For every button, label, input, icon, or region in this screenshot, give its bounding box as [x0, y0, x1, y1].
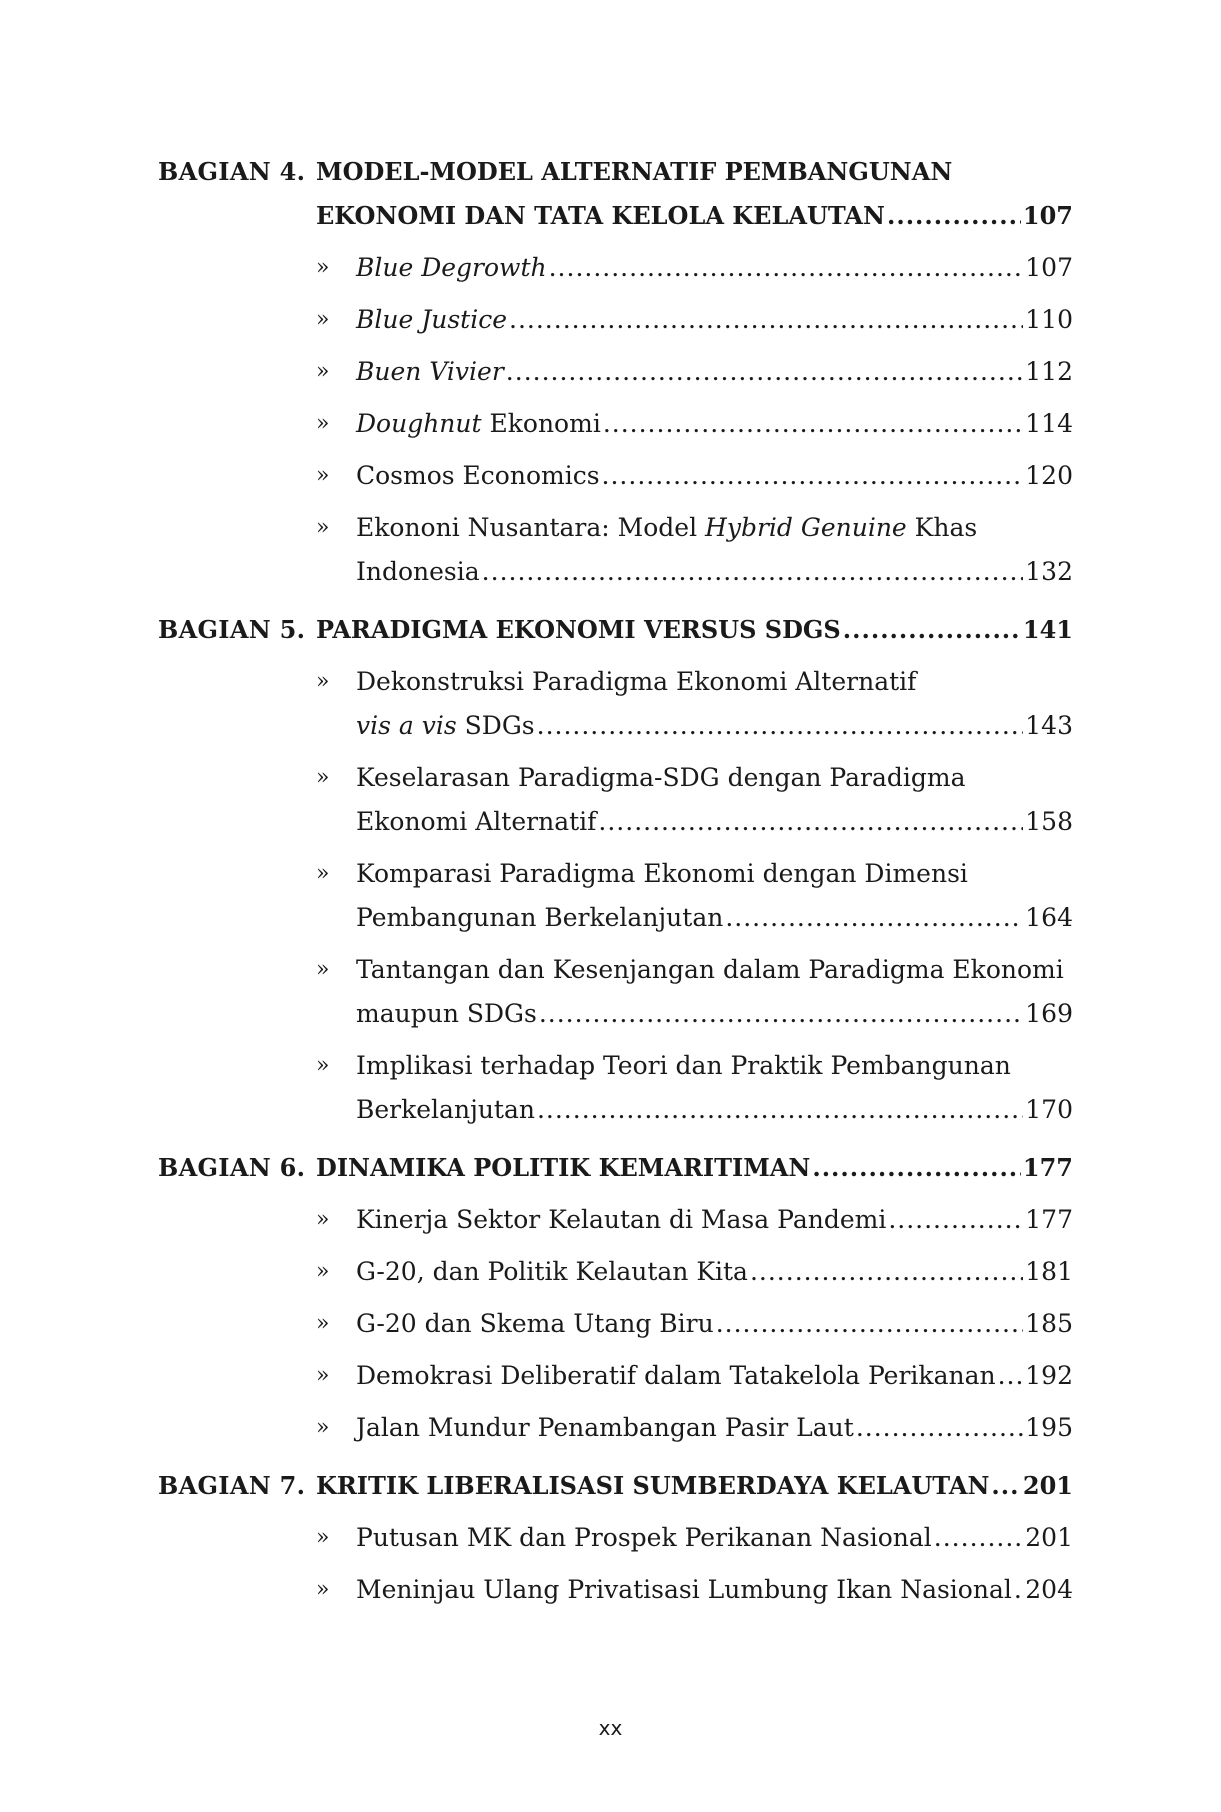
page-ref: 177: [1022, 1153, 1073, 1182]
leader-dots: [506, 350, 1023, 394]
page-number: xx: [598, 1716, 623, 1740]
leader-dots: [509, 298, 1023, 342]
part-title: PARADIGMA EKONOMI VERSUS SDGS: [316, 615, 841, 644]
entry-title: Indonesia: [356, 557, 480, 586]
page-ref: 141: [1022, 615, 1073, 644]
entry-title: Ekononi Nusantara: Model: [356, 513, 706, 542]
bullet: »: [316, 1577, 330, 1602]
leader-dots: [856, 1406, 1023, 1450]
page-ref: 114: [1025, 409, 1073, 438]
toc-entry[interactable]: [316, 298, 1073, 342]
part-4: [158, 150, 1073, 594]
page-ref: 112: [1025, 357, 1073, 386]
page-ref: 107: [1022, 201, 1073, 230]
entry-title: Dekonstruksi Paradigma Ekonomi Alternatif: [356, 667, 917, 696]
page-ref: 195: [1025, 1413, 1073, 1442]
part-label: BAGIAN 6.: [158, 1153, 306, 1182]
bullet: »: [316, 1311, 330, 1336]
page-ref: 132: [1025, 557, 1073, 586]
entry-title-italic: vis a vis: [356, 711, 457, 740]
leader-dots: [603, 402, 1023, 446]
entry-title: Khas: [906, 513, 978, 542]
bullet: »: [316, 957, 330, 982]
entry-title-italic: Doughnut: [356, 409, 482, 438]
leader-dots: [716, 1302, 1024, 1346]
entry-title: Kinerja Sektor Kelautan di Masa Pandemi: [356, 1205, 887, 1234]
part-body: [316, 608, 1073, 1132]
entry-title: Ekonomi Alternatif: [356, 807, 597, 836]
leader-dots: [887, 194, 1021, 238]
toc-entry[interactable]: [316, 852, 1073, 940]
entry-title: Meninjau Ulang Privatisasi Lumbung Ikan Nasional: [356, 1575, 1012, 1604]
entry-title: Pembangunan Berkelanjutan: [356, 903, 724, 932]
bullet: »: [316, 1053, 330, 1078]
page-ref: 201: [1022, 1471, 1073, 1500]
table-of-contents: [158, 150, 1073, 1612]
bullet: »: [316, 255, 330, 280]
page-ref: 177: [1025, 1205, 1073, 1234]
leader-dots: [725, 896, 1023, 940]
leader-dots: [934, 1516, 1024, 1560]
part-body: [316, 150, 1073, 594]
page-ref: 181: [1025, 1257, 1073, 1286]
bullet: »: [316, 515, 330, 540]
toc-entry[interactable]: [316, 506, 1073, 594]
entry-title: G-20, dan Politik Kelautan Kita: [356, 1257, 748, 1286]
toc-entry[interactable]: [316, 1406, 1073, 1450]
part-5: [158, 608, 1073, 1132]
page-ref: 120: [1025, 461, 1073, 490]
leader-dots: [537, 1088, 1023, 1132]
bullet: »: [316, 359, 330, 384]
bullet: »: [316, 1363, 330, 1388]
leader-dots: [549, 246, 1024, 290]
leader-dots: [991, 1464, 1020, 1508]
leader-dots: [843, 608, 1021, 652]
part-body: [316, 1146, 1073, 1450]
toc-entry[interactable]: [316, 402, 1073, 446]
entry-title: Demokrasi Deliberatif dalam Tatakelola Perikanan: [356, 1361, 996, 1390]
entry-title: Jalan Mundur Penambangan Pasir Laut: [356, 1413, 854, 1442]
entry-title: Keselarasan Paradigma-SDG dengan Paradigma: [356, 763, 966, 792]
bullet: »: [316, 861, 330, 886]
page-ref: 170: [1025, 1095, 1073, 1124]
entry-title: Berkelanjutan: [356, 1095, 535, 1124]
leader-dots: [1014, 1568, 1023, 1612]
bullet: »: [316, 411, 330, 436]
bullet: »: [316, 1259, 330, 1284]
leader-dots: [539, 992, 1023, 1036]
entry-title: Komparasi Paradigma Ekonomi dengan Dimensi: [356, 859, 968, 888]
toc-entry[interactable]: [316, 454, 1073, 498]
part-title: MODEL-MODEL ALTERNATIF PEMBANGUNAN: [316, 157, 953, 186]
entry-title: Putusan MK dan Prospek Perikanan Nasional: [356, 1523, 932, 1552]
page-ref: 164: [1025, 903, 1073, 932]
part-body: [316, 1464, 1073, 1612]
part-label: BAGIAN 4.: [158, 157, 306, 186]
entry-title: Cosmos Economics: [356, 461, 600, 490]
page-ref: 169: [1025, 999, 1073, 1028]
leader-dots: [537, 704, 1024, 748]
toc-entry[interactable]: [316, 1568, 1073, 1612]
leader-dots: [482, 550, 1024, 594]
leader-dots: [598, 800, 1023, 844]
bullet: »: [316, 669, 330, 694]
page-ref: 143: [1025, 711, 1073, 740]
page-ref: 158: [1025, 807, 1073, 836]
leader-dots: [602, 454, 1024, 498]
leader-dots: [812, 1146, 1021, 1190]
entry-title: maupun SDGs: [356, 999, 537, 1028]
toc-entry[interactable]: [316, 1354, 1073, 1398]
part-title: KRITIK LIBERALISASI SUMBERDAYA KELAUTAN: [316, 1471, 990, 1500]
bullet: »: [316, 1207, 330, 1232]
part-title-line[interactable]: [316, 194, 1073, 238]
bullet: »: [316, 463, 330, 488]
part-title-line[interactable]: [316, 1146, 1073, 1190]
part-label: BAGIAN 5.: [158, 615, 306, 644]
part-title: DINAMIKA POLITIK KEMARITIMAN: [316, 1153, 811, 1182]
entry-title: Buen Vivier: [356, 357, 504, 386]
toc-entry[interactable]: [316, 756, 1073, 844]
page-ref: 107: [1025, 253, 1073, 282]
toc-entry[interactable]: [316, 660, 1073, 748]
leader-dots: [888, 1198, 1023, 1242]
entry-title-italic: Hybrid Genuine: [705, 513, 907, 542]
entry-title: Blue Degrowth: [356, 253, 547, 282]
entry-title: Tantangan dan Kesenjangan dalam Paradigma Ekonomi: [356, 955, 1064, 984]
leader-dots: [750, 1250, 1023, 1294]
toc-entry[interactable]: [316, 1250, 1073, 1294]
page-ref: 110: [1025, 305, 1073, 334]
part-title-text: EKONOMI DAN TATA KELOLA KELAUTAN: [316, 201, 885, 230]
page-ref: 204: [1025, 1575, 1073, 1604]
toc-entry[interactable]: [316, 350, 1073, 394]
part-title-line[interactable]: [316, 1464, 1073, 1508]
toc-entry[interactable]: [316, 246, 1073, 290]
toc-entry[interactable]: [316, 1198, 1073, 1242]
toc-entry[interactable]: [316, 1516, 1073, 1560]
bullet: »: [316, 307, 330, 332]
entry-title: G-20 dan Skema Utang Biru: [356, 1309, 714, 1338]
bullet: »: [316, 1415, 330, 1440]
leader-dots: [998, 1354, 1024, 1398]
bullet: »: [316, 765, 330, 790]
part-label: BAGIAN 7.: [158, 1471, 306, 1500]
page-ref: 201: [1025, 1523, 1073, 1552]
entry-title: Blue Justice: [356, 305, 508, 334]
toc-entry[interactable]: [316, 948, 1073, 1036]
page-ref: 185: [1025, 1309, 1073, 1338]
entry-title: Ekonomi: [481, 409, 601, 438]
part-7: [158, 1464, 1073, 1612]
toc-entry[interactable]: [316, 1044, 1073, 1132]
part-title-line[interactable]: [316, 608, 1073, 652]
bullet: »: [316, 1525, 330, 1550]
entry-title: Implikasi terhadap Teori dan Praktik Pembangunan: [356, 1051, 1011, 1080]
toc-entry[interactable]: [316, 1302, 1073, 1346]
page-ref: 192: [1025, 1361, 1073, 1390]
entry-title: SDGs: [456, 711, 535, 740]
part-6: [158, 1146, 1073, 1450]
